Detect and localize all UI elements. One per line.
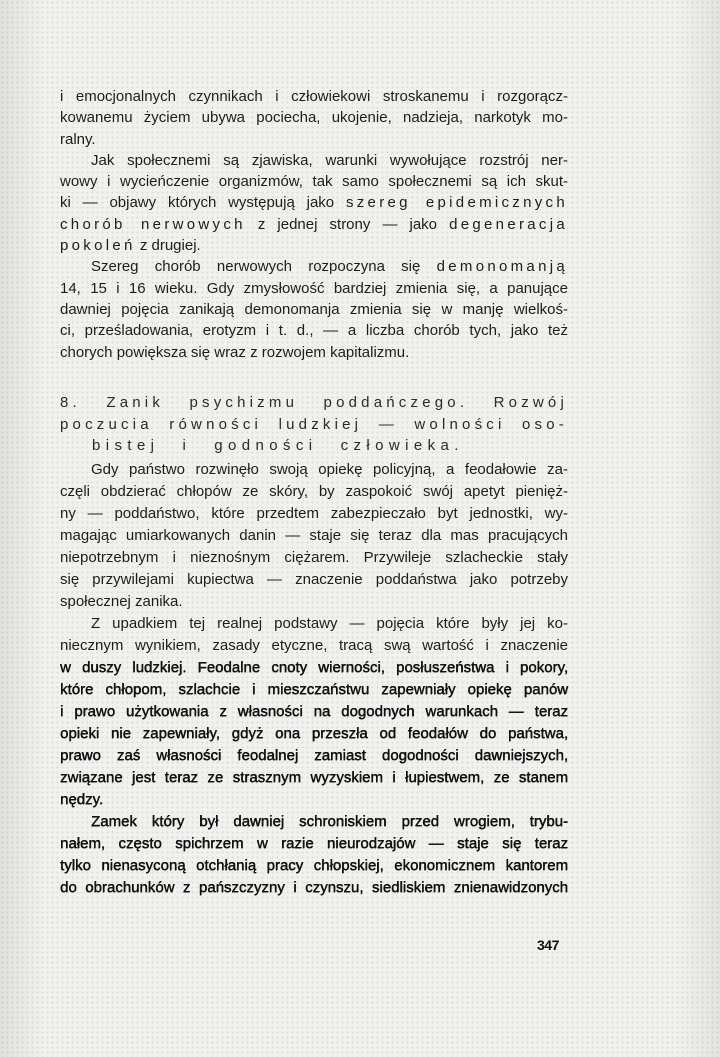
text-line: ny — poddaństwo, które przedtem zabezpieczało byt jednostki, wy- xyxy=(60,505,568,522)
spaced-emphasis-text: pokoleń xyxy=(60,237,136,255)
text-line: prawo zaś własności feodalnej zamiast dogodności dawniejszych, xyxy=(60,747,568,764)
paragraph xyxy=(60,613,568,811)
text-line: nałem, często spichrzem w razie nieurodzajów — staje się teraz xyxy=(60,835,568,852)
text-line: i emocjonalnych czynnikach i człowiekowi stroskanemu i rozgorącz- xyxy=(60,88,568,105)
text-line: Jak społecznemi są zjawiska, warunki wywołujące rozstrój ner- xyxy=(91,151,568,169)
text-block-top xyxy=(60,86,568,363)
text-line: i prawo użytkowania z własności na dogodnych warunkach — teraz xyxy=(60,703,568,720)
heading-line xyxy=(60,392,568,414)
spaced-emphasis-text: chorób nerwowych xyxy=(60,215,246,233)
paragraph xyxy=(60,86,568,150)
text-line xyxy=(60,192,568,213)
text-block-bottom xyxy=(60,459,568,899)
paragraph xyxy=(60,811,568,899)
text-line: opieki nie zapewniały, gdyż ona przeszła od feodałów do państwa, xyxy=(60,725,568,742)
heading-line: poczucia równości ludzkiej — wolności oso- xyxy=(60,415,568,433)
text-line: chorych powiększa się wraz z rozwojem kapitalizmu. xyxy=(60,343,410,361)
text-run: z jednej strony — jako xyxy=(257,215,438,233)
heading-text: Zanik psychizmu poddańczego. Rozwój xyxy=(106,394,569,411)
paragraph xyxy=(60,256,568,362)
text-run: z drugiej. xyxy=(139,237,201,255)
text-line: magając umiarkowanych danin — staje się teraz dla mas pracujących xyxy=(60,527,568,544)
page-number: 347 xyxy=(537,937,559,953)
section-number: 8. xyxy=(60,394,81,411)
paragraph xyxy=(60,459,568,613)
paragraph xyxy=(60,150,568,256)
spaced-emphasis-text: degeneracja xyxy=(449,215,568,233)
text-line: wowy i wycieńczenie organizmów, tak samo społecznemi są ich skut- xyxy=(60,173,568,191)
text-line: tylko nienasyconą otchłanią pracy chłopskiej, ekonomicznem kantorem xyxy=(60,857,568,874)
text-line: nędzy. xyxy=(60,791,104,808)
text-line: częli obdzierać chłopów ze skóry, by zaspokoić swój apetyt pienięż- xyxy=(60,483,568,500)
text-line: związane jest teraz ze strasznym wyzyskiem i łupiestwem, ze stanem xyxy=(60,769,568,786)
text-line: Gdy państwo rozwinęło swoją opiekę policyjną, a feodałowie za- xyxy=(91,461,568,478)
text-line: niecznym wynikiem, zasady etyczne, tracą swą wartość i znaczenie xyxy=(60,637,568,654)
text-line: które chłopom, szlachcie i mieszczaństwu zapewniały opiekę panów xyxy=(60,681,568,698)
heading-line: bistej i godności człowieka. xyxy=(92,437,464,454)
text-line: Z upadkiem tej realnej podstawy — pojęcia które były jej ko- xyxy=(91,615,568,632)
text-run: ki — objawy których występują jako xyxy=(60,194,335,212)
text-line: ci, prześladowania, erotyzm i t. d., — a liczba chorób tych, jako też xyxy=(60,322,568,340)
text-line: dawniej pojęcia zanikają demonomanja zmienia się w manję wielkoś- xyxy=(60,300,568,318)
text-line xyxy=(60,235,568,256)
text-line: do obrachunków z pańszczyzny i czynszu, siedliskiem znienawidzonych xyxy=(60,879,568,896)
text-line: Zamek który był dawniej schroniskiem przed wrogiem, trybu- xyxy=(91,813,568,830)
text-line: niepotrzebnym i nieznośnym ciężarem. Przywileje szlacheckie stały xyxy=(60,549,568,566)
spaced-emphasis-text: szereg epidemicznych xyxy=(345,194,568,212)
spaced-emphasis-text: demonomanją xyxy=(436,258,568,276)
text-line: ralny. xyxy=(60,130,96,148)
text-run: Szereg chorób nerwowych rozpoczyna się xyxy=(91,258,421,276)
text-line xyxy=(60,214,568,235)
section-heading xyxy=(60,392,568,457)
text-line xyxy=(60,256,568,277)
text-line: kowanemu życiem ubywa pociecha, ukojenie, nadzieja, narkotyk mo- xyxy=(60,109,568,127)
text-line: w duszy ludzkiej. Feodalne cnoty wierności, posłuszeństwa i pokory, xyxy=(60,659,568,676)
text-line: 14, 15 i 16 wieku. Gdy zmysłowość bardziej zmienia się, a panujące xyxy=(60,279,568,297)
text-line: się przywilejami kupiectwa — znaczenie poddaństwa jako potrzeby xyxy=(60,571,568,588)
text-line: społecznej zanika. xyxy=(60,593,183,610)
